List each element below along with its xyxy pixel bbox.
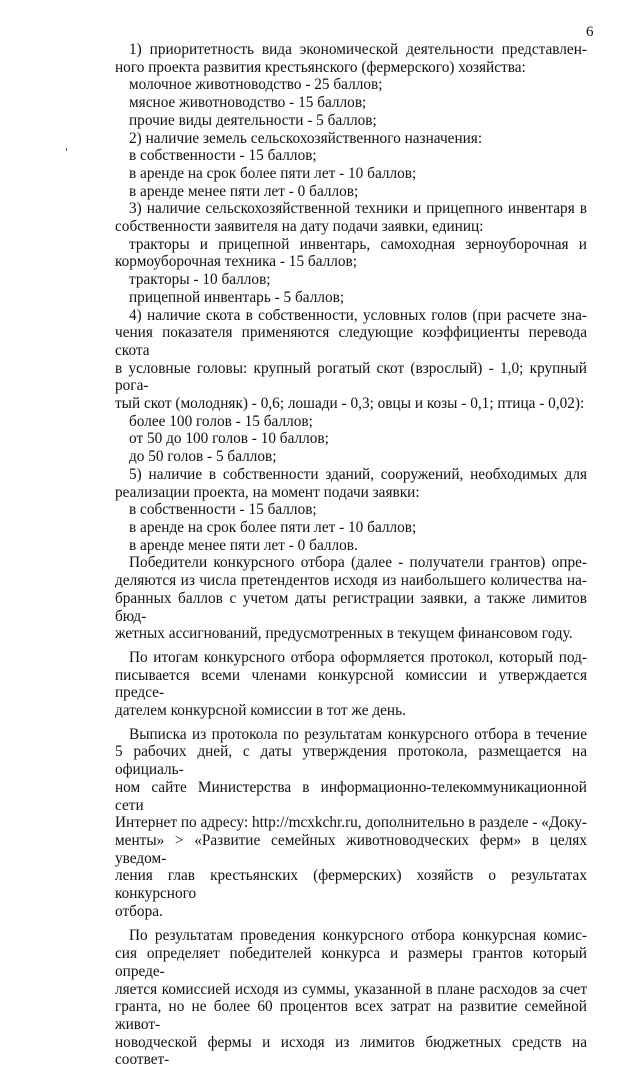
text-line: По итогам конкурсного отбора оформляется протокол, который под- — [129, 648, 587, 666]
text-line: в собственности - 15 баллов; — [129, 147, 317, 165]
text-line: новодческой фермы и исходя из лимитов бюджетных средств на соответ- — [115, 1033, 587, 1069]
text-line: в аренде на срок более пяти лет - 10 баллов; — [129, 518, 417, 536]
text-line: 5 рабочих дней, с даты утверждения протокола, размещается на официаль- — [115, 743, 587, 779]
text-line: Выписка из протокола по результатам конкурсного отбора в течение — [129, 725, 587, 743]
text-line: бранных баллов с учетом даты регистрации заявки, а также лимитов бюд- — [115, 589, 587, 625]
text-line: до 50 голов - 5 баллов; — [129, 448, 277, 466]
document-body — [115, 41, 587, 1069]
text-line: реализации проекта, на момент подачи заявки: — [115, 483, 420, 501]
text-line: в аренде менее пяти лет - 0 баллов; — [129, 182, 359, 200]
text-line: дателем конкурсной комиссии в тот же день. — [115, 702, 406, 720]
text-line: ления глав крестьянских (фермерских) хозяйств о результатах конкурсного — [115, 867, 587, 903]
text-line: молочное животноводство - 25 баллов; — [129, 76, 383, 94]
text-line: в аренде менее пяти лет - 0 баллов. — [129, 536, 358, 554]
text-line: 2) наличие земель сельскохозяйственного назначения: — [129, 129, 483, 147]
text-line: 4) наличие скота в собственности, условных голов (при расчете зна- — [129, 306, 587, 324]
text-line: отбора. — [115, 902, 163, 920]
text-line: ном сайте Министерства в информационно-телекоммуникационной сети — [115, 778, 587, 814]
text-line: мясное животноводство - 15 баллов; — [129, 94, 367, 112]
text-line: собственности заявителя на дату подачи заявки, единиц: — [115, 218, 484, 236]
text-line: гранта, но не более 60 процентов всех затрат на развитие семейной живот- — [115, 998, 587, 1033]
text-line: 5) наличие в собственности зданий, сооружений, необходимых для — [129, 465, 587, 483]
text-line: более 100 голов - 15 баллов; — [129, 412, 313, 430]
text-line: тракторы - 10 баллов; — [129, 271, 271, 289]
text-line: прочие виды деятельности - 5 баллов; — [129, 111, 377, 129]
text-line: сия определяет победителей конкурса и размеры грантов который опреде- — [115, 945, 587, 980]
text-line: По результатам проведения конкурсного отбора конкурсная комис- — [129, 927, 587, 945]
text-line: в аренде на срок более пяти лет - 10 баллов; — [129, 164, 417, 182]
text-line: Интернет по адресу: http://mcxkchr.ru, дополнительно в разделе - «Доку- — [115, 814, 587, 832]
text-line: ного проекта развития крестьянского (фермерского) хозяйства: — [115, 58, 526, 76]
text-line: ляется комиссией исходя из суммы, указанной в плане расходов за счет — [115, 980, 587, 998]
text-line: от 50 до 100 голов - 10 баллов; — [129, 430, 329, 448]
text-line: прицепной инвентарь - 5 баллов; — [129, 288, 345, 306]
text-line: в условные головы: крупный рогатый скот (взрослый) - 1,0; крупный рога- — [115, 359, 587, 395]
text-line: 1) приоритетность вида экономической деятельности представлен- — [129, 41, 587, 58]
text-line: деляются из числа претендентов исходя из наибольшего количества на- — [115, 572, 587, 590]
text-line: менты» > «Развитие семейных животноводческих ферм» в целях уведом- — [115, 831, 587, 867]
text-line: тый скот (молодняк) - 0,6; лошади - 0,3; овцы и козы - 0,1; птица - 0,02): — [115, 395, 585, 413]
margin-mark — [66, 148, 67, 151]
text-line: писывается всеми членами конкурсной комиссии и утверждается предсе- — [115, 666, 587, 702]
text-line: 3) наличие сельскохозяйственной техники и прицепного инвентаря в — [129, 200, 587, 218]
text-line: чения показателя применяются следующие коэффициенты перевода скота — [115, 324, 587, 359]
text-line: тракторы и прицепной инвентарь, самоходная зерноуборочная и — [129, 235, 587, 253]
text-line: в собственности - 15 баллов; — [129, 501, 317, 519]
text-line: Победители конкурсного отбора (далее - получатели грантов) опре- — [129, 554, 587, 572]
text-line: жетных ассигнований, предусмотренных в текущем финансовом году. — [115, 625, 573, 643]
text-line: кормоуборочная техника - 15 баллов; — [115, 253, 358, 271]
page-number: 6 — [586, 24, 594, 40]
